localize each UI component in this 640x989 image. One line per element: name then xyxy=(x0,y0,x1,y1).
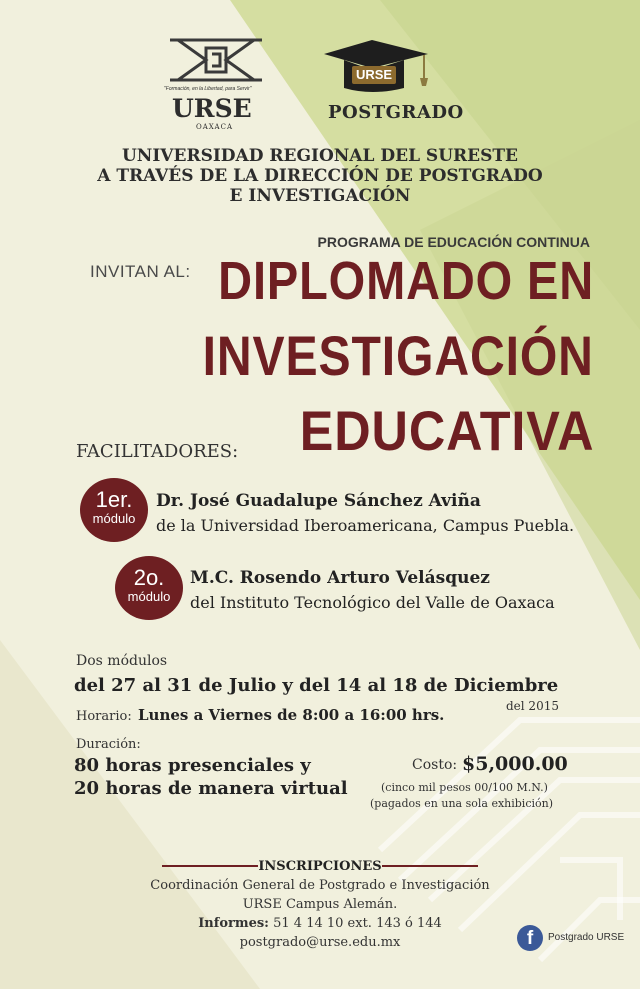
inscriptions-line-1: Coordinación General de Postgrado e Investigación xyxy=(150,878,490,893)
urse-logo-emblem-icon xyxy=(166,36,266,84)
modules-label: Dos módulos xyxy=(76,653,168,669)
urse-logo-name: URSE xyxy=(172,94,252,123)
invite-label: INVITAN AL: xyxy=(90,262,191,281)
facilitator-2-institution: del Instituto Tecnológico del Valle de Oaxaca xyxy=(190,593,555,612)
facebook-icon: f xyxy=(517,925,543,951)
schedule-year: del 2015 xyxy=(506,699,559,713)
hours-label: Horario: xyxy=(76,709,132,724)
facebook-label: Postgrado URSE xyxy=(548,932,625,943)
schedule-hours: Lunes a Viernes de 8:00 a 16:00 hrs. xyxy=(138,706,445,724)
facebook-link[interactable] xyxy=(517,925,627,951)
cost-note: (pagados en una sola exhibición) xyxy=(370,797,554,810)
header xyxy=(0,146,640,206)
facilitator-1-institution: de la Universidad Iberoamericana, Campus Puebla. xyxy=(156,516,575,535)
cost-amount: $5,000.00 xyxy=(462,753,568,775)
inscriptions-email[interactable]: postgrado@urse.edu.mx xyxy=(239,935,401,950)
cost-words: (cinco mil pesos 00/100 M.N.) xyxy=(381,781,548,794)
module-badge-2-word: módulo xyxy=(127,589,171,604)
urse-logo xyxy=(160,36,270,136)
header-line-3: E INVESTIGACIÓN xyxy=(229,186,411,206)
inscriptions-phones-label: Informes: xyxy=(198,916,269,931)
cost-label: Costo: xyxy=(412,757,458,773)
urse-logo-city: OAXACA xyxy=(196,123,233,131)
module-badge-1-word: módulo xyxy=(92,511,136,526)
facilitator-1-name: Dr. José Guadalupe Sánchez Aviña xyxy=(156,491,481,511)
module-badge-1 xyxy=(80,478,148,542)
inscriptions-title: INSCRIPCIONES xyxy=(258,859,382,874)
facilitators-label: FACILITADORES: xyxy=(76,441,239,462)
postgrado-logo-text: POSTGRADO xyxy=(328,102,464,123)
header-line-1: UNIVERSIDAD REGIONAL DEL SURESTE xyxy=(121,146,519,166)
title-line-3: EDUCATIVA xyxy=(299,399,594,462)
duration-line-1: 80 horas presenciales y xyxy=(74,755,311,776)
title-line-1: DIPLOMADO EN xyxy=(218,251,594,311)
module-badge-1-number: 1er. xyxy=(95,487,133,512)
header-line-2: A TRAVÉS DE LA DIRECCIÓN DE POSTGRADO xyxy=(97,166,543,186)
title-line-2: INVESTIGACIÓN xyxy=(202,324,594,387)
facilitator-2-name: M.C. Rosendo Arturo Velásquez xyxy=(190,568,490,588)
duration-label: Duración: xyxy=(76,737,141,752)
duration-line-2: 20 horas de manera virtual xyxy=(74,778,348,799)
urse-logo-motto: "Formación, en la Libertad, para Servir" xyxy=(164,86,252,92)
module-badge-2 xyxy=(115,556,183,620)
schedule-dates: del 27 al 31 de Julio y del 14 al 18 de Diciembre xyxy=(74,675,559,696)
inscriptions-phones: 51 4 14 10 ext. 143 ó 144 xyxy=(273,916,442,931)
module-badge-2-number: 2o. xyxy=(133,565,165,590)
program-label: PROGRAMA DE EDUCACIÓN CONTINUA xyxy=(317,234,590,250)
postgrado-logo-badge: URSE xyxy=(352,66,396,84)
inscriptions-line-2: URSE Campus Alemán. xyxy=(242,897,398,912)
postgrado-logo xyxy=(316,40,464,130)
